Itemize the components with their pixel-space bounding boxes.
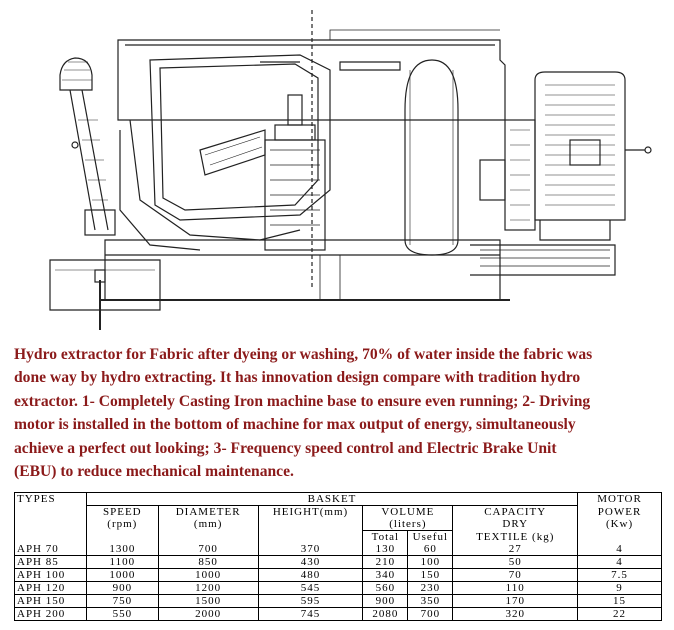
motor-unit: (Kw) [605,518,634,531]
description-line: extractor. 1- Completely Casting Iron machine base to ensure even running; 2- Driving [14,392,591,410]
total-cell: 560 [363,582,408,595]
specifications-table [14,492,662,621]
total-cell: 900 [363,595,408,608]
total-cell: 130 [363,543,408,556]
useful-cell: 230 [408,582,453,595]
useful-cell: 60 [408,543,453,556]
capacity-cell: 27 [453,543,578,556]
speed-cell: 900 [86,582,158,595]
capacity-cell: 50 [453,556,578,569]
type-cell: APH 70 [15,543,87,556]
diameter-cell: 850 [158,556,258,569]
table-row [15,543,662,556]
description-line: done way by hydro extracting. It has innovation design compare with tradition hydro [14,369,581,387]
description-paragraph [14,343,672,483]
description-line: motor is installed in the bottom of machine for max output of energy, simultaneously [14,416,576,434]
textile-label: TEXTILE (kg) [453,531,578,544]
table-row [15,595,662,608]
diameter-unit: (mm) [158,518,258,531]
diameter-cell: 1000 [158,569,258,582]
table-row [15,569,662,582]
speed-header: SPEED [86,506,158,519]
capacity-cell: 170 [453,595,578,608]
volume-total-header: Total [363,531,408,544]
capacity-header: CAPACITY [453,506,578,519]
useful-cell: 150 [408,569,453,582]
power-cell: 4 [616,543,623,555]
capacity-cell: 320 [453,608,578,621]
type-cell: APH 120 [15,582,87,595]
diameter-cell: 700 [158,543,258,556]
dry-label: DRY [453,518,578,531]
speed-unit: (rpm) [86,518,158,531]
useful-cell: 100 [408,556,453,569]
total-cell: 2080 [363,608,408,621]
power-cell: 22 [578,608,662,621]
basket-header: BASKET [86,493,577,506]
volume-useful-header: Useful [408,531,453,544]
height-cell: 545 [258,582,363,595]
types-header: TYPES [15,493,87,506]
capacity-cell: 70 [453,569,578,582]
height-cell: 745 [258,608,363,621]
power-cell: 15 [578,595,662,608]
speed-cell: 1300 [86,543,158,556]
table-row [15,582,662,595]
type-cell: APH 150 [15,595,87,608]
volume-unit: (liters) [363,518,453,531]
total-cell: 210 [363,556,408,569]
speed-cell: 750 [86,595,158,608]
power-cell: 4 [578,556,662,569]
capacity-cell: 110 [453,582,578,595]
diameter-header: DIAMETER [158,506,258,519]
description-line: Hydro extractor for Fabric after dyeing or washing, 70% of water inside the fabric was [14,346,593,363]
type-cell: APH 100 [15,569,87,582]
speed-cell: 1100 [86,556,158,569]
description-line: (EBU) to reduce mechanical maintenance. [14,462,294,480]
motor-header: MOTOR [597,493,642,506]
height-cell: 430 [258,556,363,569]
diameter-cell: 1500 [158,595,258,608]
type-cell: APH 200 [15,608,87,621]
diameter-cell: 2000 [158,608,258,621]
description-line: achieve a perfect out looking; 3- Frequency speed control and Electric Brake Unit [14,439,557,457]
volume-header: VOLUME [363,506,453,519]
total-cell: 340 [363,569,408,582]
useful-cell: 700 [408,608,453,621]
speed-cell: 550 [86,608,158,621]
height-cell: 370 [258,543,363,556]
table-row [15,556,662,569]
height-cell: 480 [258,569,363,582]
useful-cell: 350 [408,595,453,608]
table-row [15,608,662,621]
height-header: HEIGHT(mm) [258,506,363,519]
motor-power-header: POWER [597,505,642,518]
power-cell: 9 [578,582,662,595]
power-cell: 7.5 [578,569,662,582]
type-cell: APH 85 [15,556,87,569]
diameter-cell: 1200 [158,582,258,595]
speed-cell: 1000 [86,569,158,582]
height-cell: 595 [258,595,363,608]
